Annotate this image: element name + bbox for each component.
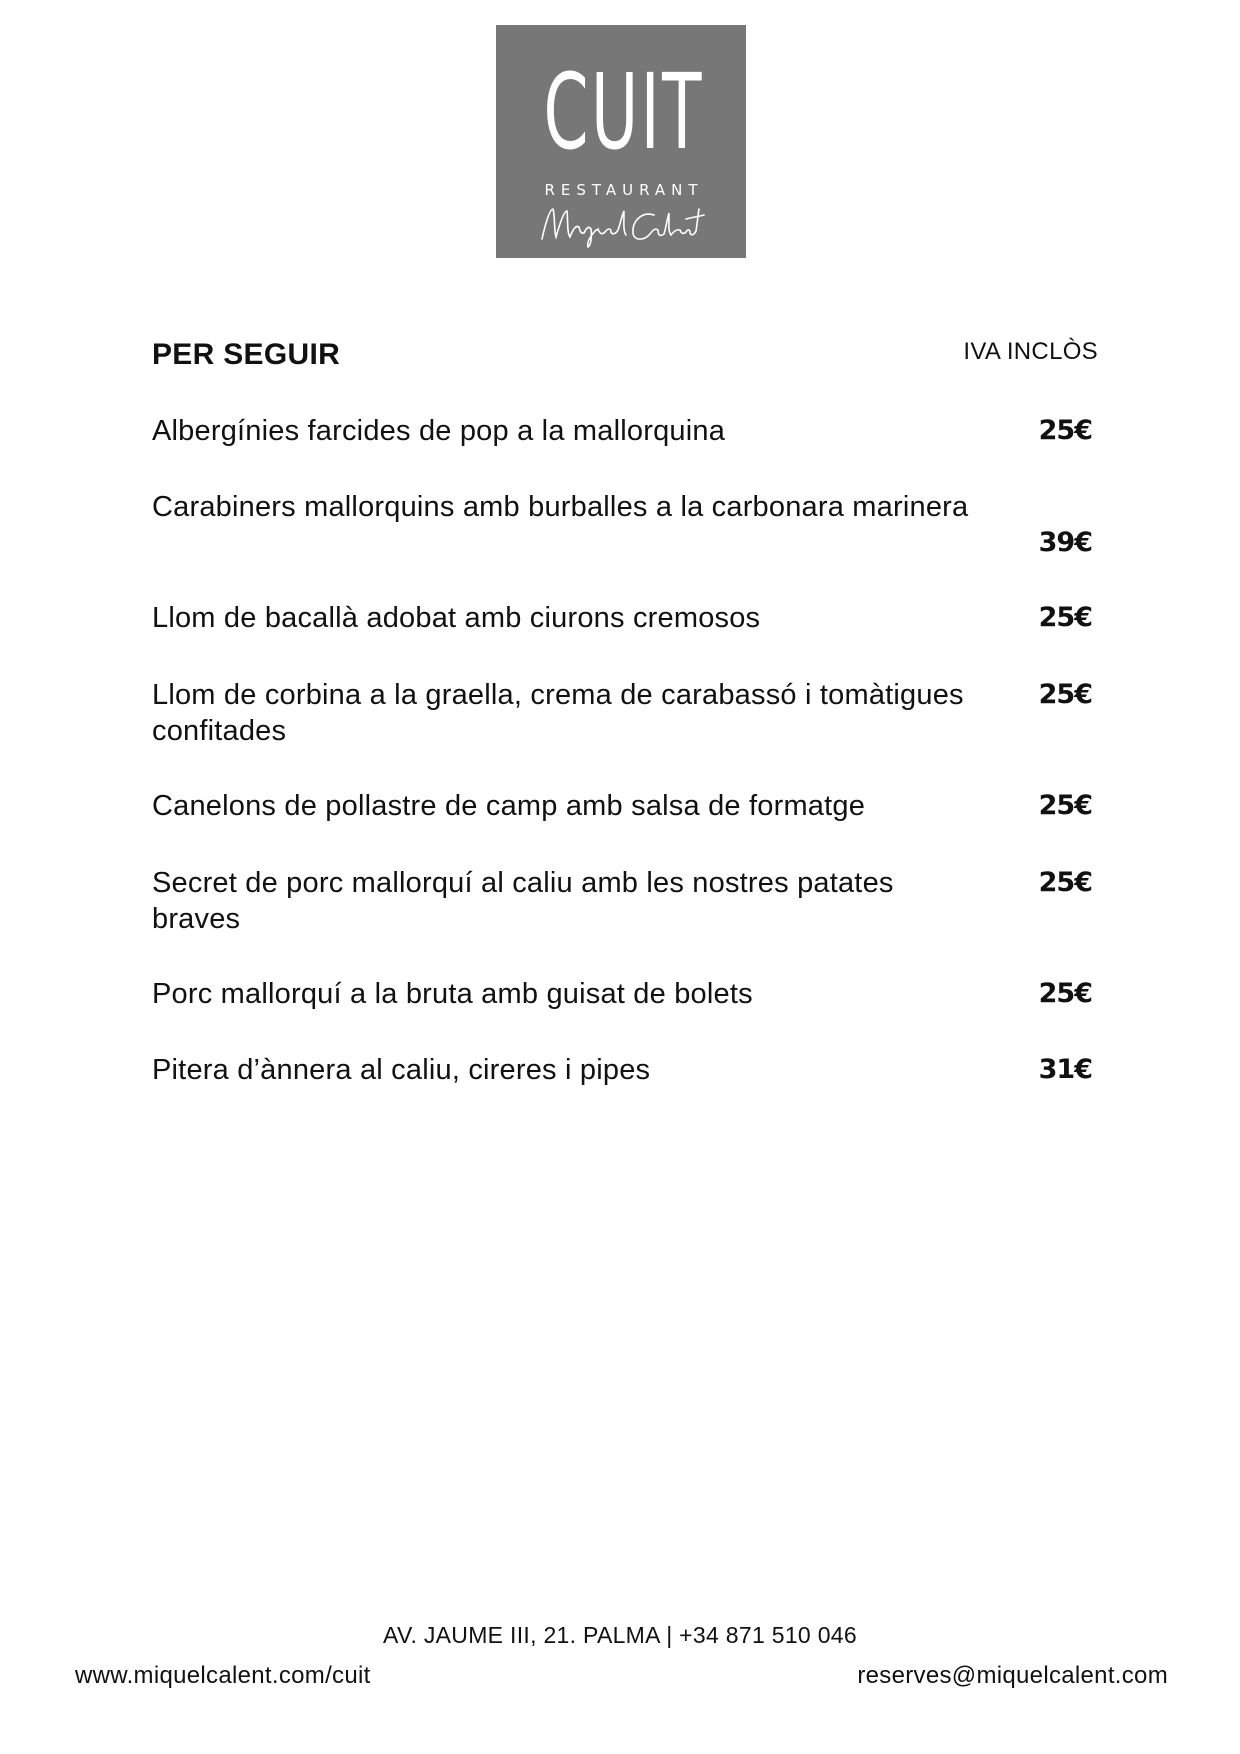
menu-item-name: Albergínies farcides de pop a la mallorquina xyxy=(152,415,726,447)
menu-item-name: Llom de bacallà adobat amb ciurons cremosos xyxy=(152,602,761,634)
footer-address: AV. JAUME III, 21. PALMA | +34 871 510 046 xyxy=(383,1622,857,1648)
menu-item-name: Secret de porc mallorquí al caliu amb les nostres patates braves xyxy=(152,867,894,935)
menu-item-price: 25€ xyxy=(1038,415,1092,446)
menu-item-price: 25€ xyxy=(1038,790,1092,821)
menu-item-price: 25€ xyxy=(1038,867,1092,898)
menu-item-name: Pitera d’ànnera al caliu, cireres i pipes xyxy=(152,1054,651,1086)
tax-note: IVA INCLÒS xyxy=(963,338,1098,365)
restaurant-logo xyxy=(496,25,746,258)
logo-subtitle: RESTAURANT xyxy=(544,181,704,199)
menu-item-price: 25€ xyxy=(1038,679,1092,710)
footer-website-link[interactable]: www.miquelcalent.com/cuit xyxy=(75,1662,371,1689)
footer-email-link[interactable]: reserves@miquelcalent.com xyxy=(857,1662,1168,1689)
logo-name: CUIT xyxy=(543,51,705,173)
menu-item-price: 39€ xyxy=(1038,527,1092,558)
signature-logo-icon xyxy=(536,201,706,251)
menu-item-price: 25€ xyxy=(1038,978,1092,1009)
menu-item-price: 25€ xyxy=(1038,602,1092,633)
section-title: PER SEGUIR xyxy=(152,338,341,371)
menu-item-name: Canelons de pollastre de camp amb salsa de formatge xyxy=(152,790,866,822)
menu-item-name: Porc mallorquí a la bruta amb guisat de bolets xyxy=(152,978,753,1010)
menu-item-name: Llom de corbina a la graella, crema de carabassó i tomàtigues confitades xyxy=(152,679,964,747)
menu-item-name: Carabiners mallorquins amb burballes a la carbonara marinera xyxy=(152,491,969,523)
menu-item-price: 31€ xyxy=(1038,1054,1092,1085)
